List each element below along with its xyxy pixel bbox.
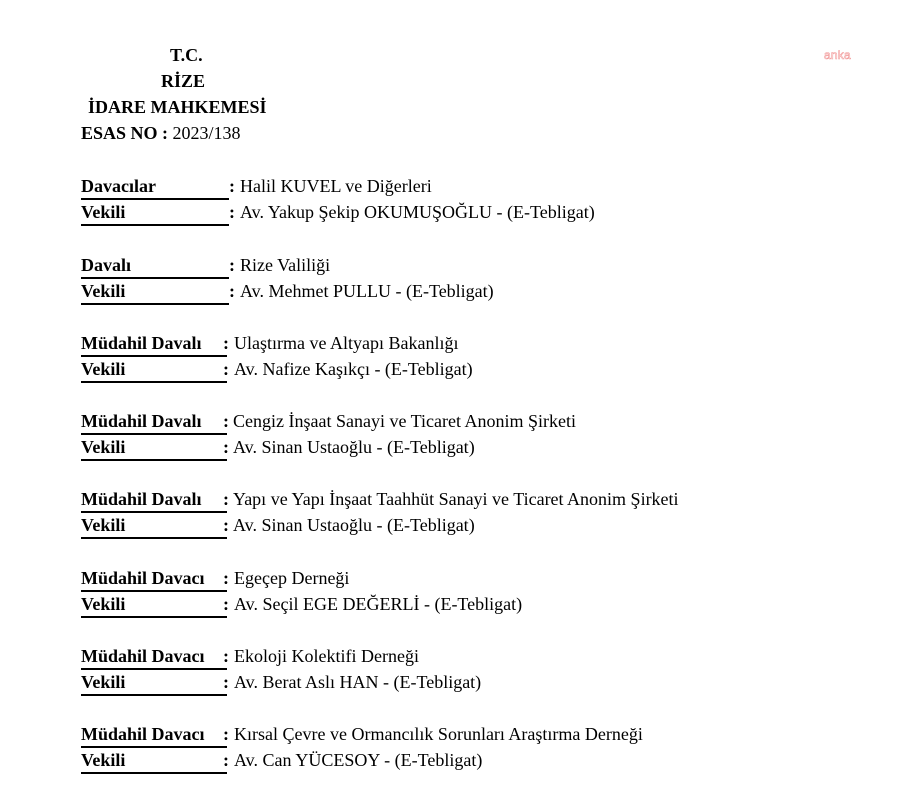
party-role: Müdahil Davalı xyxy=(81,411,227,435)
party-row xyxy=(81,255,881,281)
party-role: Müdahil Davacı xyxy=(81,568,227,592)
colon: : xyxy=(223,437,229,457)
party-name: Ekoloji Kolektifi Derneği xyxy=(234,646,419,666)
party-name: Rize Valiliği xyxy=(240,255,331,275)
party-name: Kırsal Çevre ve Ormancılık Sorunları Araştırma Derneği xyxy=(234,724,643,744)
party-block xyxy=(81,724,881,776)
attorney-row xyxy=(81,281,881,307)
party-role: Davalı xyxy=(81,255,229,279)
attorney-name: Av. Seçil EGE DEĞERLİ - (E-Tebligat) xyxy=(234,594,523,614)
header-court: İDARE MAHKEMESİ xyxy=(88,97,267,117)
attorney-label: Vekili xyxy=(81,359,227,383)
attorney-name: Av. Sinan Ustaoğlu - (E-Tebligat) xyxy=(233,515,475,535)
party-name: Cengiz İnşaat Sanayi ve Ticaret Anonim Şirketi xyxy=(233,411,576,431)
party-row xyxy=(81,489,881,515)
colon: : xyxy=(223,333,229,353)
colon: : xyxy=(223,646,229,666)
case-number-value: 2023/138 xyxy=(172,123,241,143)
party-row xyxy=(81,411,881,437)
party-row xyxy=(81,724,881,750)
colon: : xyxy=(223,750,229,770)
attorney-label: Vekili xyxy=(81,750,227,774)
colon: : xyxy=(223,724,229,744)
colon: : xyxy=(223,515,229,535)
attorney-name: Av. Yakup Şekip OKUMUŞOĞLU - (E-Tebligat) xyxy=(240,202,595,222)
attorney-label: Vekili xyxy=(81,515,227,539)
party-block xyxy=(81,568,881,620)
attorney-row xyxy=(81,359,881,385)
colon: : xyxy=(229,255,235,275)
party-role: Müdahil Davalı xyxy=(81,489,227,513)
attorney-name: Av. Mehmet PULLU - (E-Tebligat) xyxy=(240,281,494,301)
colon: : xyxy=(223,489,229,509)
attorney-label: Vekili xyxy=(81,202,229,226)
party-role: Müdahil Davalı xyxy=(81,333,227,357)
attorney-name: Av. Berat Aslı HAN - (E-Tebligat) xyxy=(234,672,482,692)
attorney-row xyxy=(81,202,881,228)
party-block xyxy=(81,333,881,385)
party-row xyxy=(81,176,881,202)
party-role: Müdahil Davacı xyxy=(81,724,227,748)
attorney-label: Vekili xyxy=(81,672,227,696)
party-block xyxy=(81,411,881,463)
colon: : xyxy=(229,202,235,222)
party-name: Yapı ve Yapı İnşaat Taahhüt Sanayi ve Ticaret Anonim Şirketi xyxy=(233,489,679,509)
header-city: RİZE xyxy=(161,71,206,91)
case-number xyxy=(81,123,241,143)
attorney-label: Vekili xyxy=(81,281,229,305)
party-block xyxy=(81,646,881,698)
colon: : xyxy=(223,568,229,588)
party-role: Müdahil Davacı xyxy=(81,646,227,670)
attorney-name: Av. Sinan Ustaoğlu - (E-Tebligat) xyxy=(233,437,475,457)
attorney-row xyxy=(81,672,881,698)
party-row xyxy=(81,568,881,594)
attorney-label: Vekili xyxy=(81,594,227,618)
party-name: Halil KUVEL ve Diğerleri xyxy=(240,176,432,196)
colon: : xyxy=(223,411,229,431)
party-name: Egeçep Derneği xyxy=(234,568,350,588)
header-tc: T.C. xyxy=(170,45,203,65)
colon: : xyxy=(223,594,229,614)
party-row xyxy=(81,333,881,359)
watermark-logo: anka xyxy=(824,48,851,62)
case-number-label: ESAS NO : xyxy=(81,123,169,143)
party-block xyxy=(81,255,881,307)
colon: : xyxy=(229,176,235,196)
attorney-label: Vekili xyxy=(81,437,227,461)
attorney-name: Av. Nafize Kaşıkçı - (E-Tebligat) xyxy=(234,359,473,379)
party-block xyxy=(81,176,881,228)
attorney-name: Av. Can YÜCESOY - (E-Tebligat) xyxy=(234,750,483,770)
party-row xyxy=(81,646,881,672)
party-block xyxy=(81,489,881,541)
attorney-row xyxy=(81,437,881,463)
colon: : xyxy=(223,359,229,379)
party-name: Ulaştırma ve Altyapı Bakanlığı xyxy=(234,333,459,353)
attorney-row xyxy=(81,750,881,776)
party-role: Davacılar xyxy=(81,176,229,200)
attorney-row xyxy=(81,515,881,541)
colon: : xyxy=(229,281,235,301)
colon: : xyxy=(223,672,229,692)
attorney-row xyxy=(81,594,881,620)
